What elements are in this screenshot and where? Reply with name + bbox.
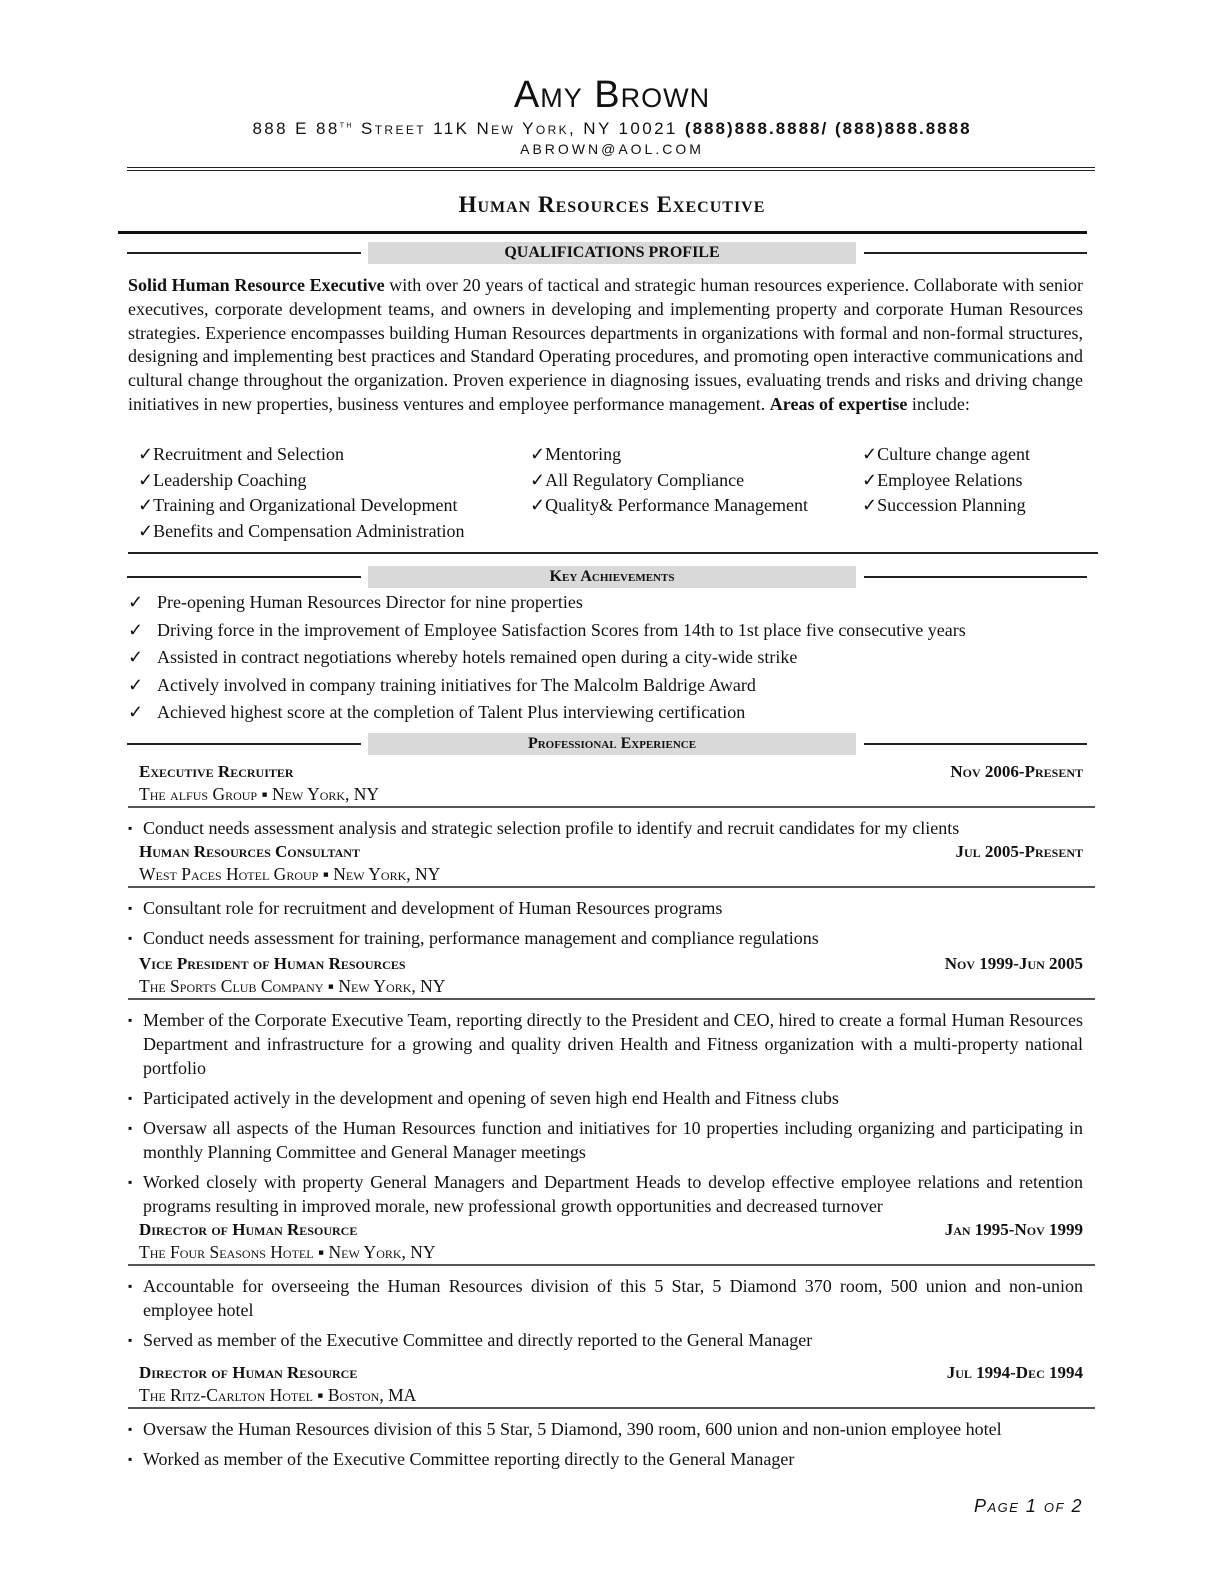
job-dates: Nov 2006-Present: [950, 762, 1083, 781]
job-header: [128, 762, 1095, 784]
qualifications-summary: [128, 274, 1083, 417]
achievement-item: [128, 702, 1088, 730]
divider: [128, 1407, 1095, 1409]
section-header-experience: [0, 733, 1224, 755]
address-street: 888 E 88: [252, 119, 340, 138]
job-title: Director of Human Resource: [139, 1363, 358, 1382]
expertise-item: [530, 495, 808, 516]
check-icon: ✓: [138, 469, 154, 490]
check-icon: ✓: [128, 592, 144, 612]
phone-numbers: (888)888.8888/ (888)888.8888: [684, 119, 972, 138]
expertise-label: Succession Planning: [877, 495, 1026, 515]
expertise-grid: [138, 444, 1098, 546]
check-icon: ✓: [138, 495, 154, 515]
job-title: Vice President of Human Resources: [139, 954, 406, 973]
achievement-item: [128, 620, 1088, 648]
bullet-text: Oversaw the Human Resources division of this 5 Star, 5 Diamond, 390 room, 600 union and non-union employee hotel: [143, 1418, 1002, 1439]
expertise-label: Benefits and Compensation Administration: [153, 520, 465, 541]
divider: [864, 743, 1087, 745]
achievement-text: Achieved highest score at the completion of Talent Plus interviewing certification: [157, 702, 746, 722]
expertise-item: [138, 470, 307, 491]
expertise-label: Employee Relations: [877, 469, 1023, 490]
divider: [127, 743, 361, 745]
bullet-icon: ▪: [128, 820, 133, 835]
double-divider: [127, 167, 1095, 171]
bullet-icon: ▪: [128, 1090, 133, 1105]
divider: [864, 576, 1087, 578]
divider: [864, 252, 1087, 254]
job-bullet: [128, 1086, 1095, 1110]
expertise-item: [862, 444, 1030, 465]
page-number: Page 1 of 2: [973, 1496, 1083, 1516]
divider: [128, 886, 1095, 888]
job-bullet: [128, 1274, 1095, 1322]
job-company: The Sports Club Company ▪ New York, NY: [139, 976, 446, 996]
achievement-item: [128, 647, 1088, 675]
check-icon: ✓: [862, 469, 878, 490]
bullet-icon: ▪: [128, 1451, 133, 1466]
bullet-text: Worked as member of the Executive Committee reporting directly to the General Manager: [143, 1448, 795, 1469]
check-icon: ✓: [138, 444, 154, 464]
address-city: Street 11K New York, NY 10021: [353, 119, 678, 138]
bullet-icon: ▪: [128, 1421, 133, 1436]
job-dates: Jul 2005-Present: [955, 842, 1083, 861]
candidate-name: Amy Brown: [513, 74, 711, 116]
bullet-text: Oversaw all aspects of the Human Resources function and initiatives for 10 properties including organizing and participating in monthly Planning Committee and General Manager meetings: [143, 1117, 1083, 1162]
job-entry: [128, 954, 1095, 1224]
job-header: [128, 954, 1095, 976]
check-icon: ✓: [128, 647, 144, 667]
expertise-row: [138, 444, 1098, 470]
contact-address: [0, 119, 1224, 139]
job-title: Executive Recruiter: [139, 762, 294, 781]
job-dates: Jan 1995-Nov 1999: [944, 1220, 1083, 1239]
job-bullet: [128, 1116, 1095, 1164]
bullet-text: Accountable for overseeing the Human Resources division of this 5 Star, 5 Diamond 370 room, 500 union and non-union employee hotel: [143, 1275, 1083, 1320]
expertise-label: Leadership Coaching: [153, 469, 307, 490]
bullet-text: Conduct needs assessment analysis and strategic selection profile to identify and recruit candidates for my clients: [143, 817, 960, 838]
bullet-text: Consultant role for recruitment and development of Human Resources programs: [143, 897, 723, 918]
expertise-item: [530, 444, 621, 465]
section-header-qualifications: [0, 242, 1224, 264]
job-bullets: [128, 1274, 1095, 1352]
check-icon: ✓: [138, 520, 154, 541]
job-header: [128, 1363, 1095, 1385]
areas-label: Areas of expertise: [769, 393, 908, 414]
check-icon: ✓: [862, 495, 878, 515]
job-title: Director of Human Resource: [139, 1220, 358, 1239]
check-icon: ✓: [128, 674, 144, 695]
bullet-icon: ▪: [128, 930, 133, 945]
achievement-text: Assisted in contract negotiations whereby hotels remained open during a city-wide strike: [157, 647, 798, 667]
thick-divider: [118, 231, 1087, 234]
expertise-item: [530, 470, 744, 491]
job-dates: Nov 1999-Jun 2005: [944, 954, 1083, 973]
section-header-achievements: [0, 566, 1224, 588]
check-icon: ✓: [530, 469, 546, 490]
job-header: [128, 842, 1095, 864]
expertise-row: [138, 521, 1098, 547]
job-company: The Four Seasons Hotel ▪ New York, NY: [139, 1242, 436, 1262]
achievement-text: Actively involved in company training initiatives for The Malcolm Baldrige Award: [157, 674, 756, 695]
job-bullet: [128, 1447, 1095, 1471]
achievement-text: Driving force in the improvement of Employee Satisfaction Scores from 14th to 1st place five consecutive years: [157, 619, 966, 640]
bullet-icon: ▪: [128, 1278, 133, 1293]
email: ABROWN@AOL.COM: [520, 141, 704, 157]
expertise-row: [138, 470, 1098, 496]
expertise-label: All Regulatory Compliance: [545, 469, 745, 490]
job-bullet: [128, 926, 1095, 950]
address-sup: th: [339, 119, 354, 131]
divider: [128, 998, 1095, 1000]
check-icon: ✓: [862, 444, 878, 464]
expertise-label: Quality& Performance Management: [545, 495, 809, 515]
check-icon: ✓: [128, 702, 144, 722]
bullet-text: Served as member of the Executive Committee and directly reported to the General Manager: [143, 1329, 813, 1350]
bullet-icon: ▪: [128, 1120, 133, 1135]
summary-lead: Solid Human Resource Executive: [128, 275, 385, 295]
bullet-text: Worked closely with property General Managers and Department Heads to develop effective employee relations and retention programs resulting in improved morale, new professional growth opportunities and decreased turnover: [143, 1171, 1083, 1216]
divider: [128, 806, 1095, 808]
job-header: [128, 1220, 1095, 1242]
expertise-label: Culture change agent: [877, 444, 1031, 464]
job-bullet: [128, 1417, 1095, 1441]
resume-title: Human Resources Executive: [458, 192, 766, 217]
job-entry: [128, 762, 1095, 846]
achievements-list: [128, 592, 1088, 730]
bullet-icon: ▪: [128, 1174, 133, 1189]
expertise-item: [138, 521, 465, 542]
bullet-icon: ▪: [128, 1012, 133, 1027]
bullet-text: Participated actively in the development and opening of seven high end Health and Fitness clubs: [143, 1087, 839, 1108]
bullet-text: Member of the Corporate Executive Team, reporting directly to the President and CEO, hired to create a formal Human Resources Department and infrastructure for a growing and quality driven Health and Fitness organization with a multi-property national portfolio: [143, 1009, 1083, 1078]
job-entry: [128, 842, 1095, 956]
job-company: West Paces Hotel Group ▪ New York, NY: [139, 864, 441, 884]
expertise-label: Mentoring: [545, 444, 622, 464]
job-company: The Ritz-Carlton Hotel ▪ Boston, MA: [139, 1385, 417, 1405]
job-bullets: [128, 1417, 1095, 1471]
job-bullets: [128, 816, 1095, 840]
bullet-icon: ▪: [128, 900, 133, 915]
divider: [128, 1264, 1095, 1266]
job-entry: [128, 1363, 1095, 1477]
job-dates: Jul 1994-Dec 1994: [946, 1363, 1083, 1382]
job-bullet: [128, 1170, 1095, 1218]
job-company: The alfus Group ▪ New York, NY: [139, 784, 380, 804]
section-title: QUALIFICATIONS PROFILE: [368, 242, 856, 264]
achievement-item: [128, 675, 1088, 703]
areas-tail: include:: [907, 393, 970, 414]
bullet-text: Conduct needs assessment for training, performance management and compliance regulations: [143, 927, 819, 948]
job-bullet: [128, 896, 1095, 920]
expertise-item: [862, 470, 1023, 491]
section-title: Key Achievements: [368, 566, 856, 588]
job-bullet: [128, 816, 1095, 840]
check-icon: ✓: [530, 444, 546, 464]
job-title: Human Resources Consultant: [139, 842, 360, 861]
summary-text: with over 20 years of tactical and strategic human resources experience. Collaborate with senior executives, corporate development teams, and owners in developing and implementing property and corporate Human Resources strategies. Experience encompasses building Human Resources departments in organizations with formal and non-formal structures, designing and implementing best practices and Standard Operating procedures, and promoting open interactive communications and cultural change throughout the organization. Proven experience in diagnosing issues, evaluating trends and risks and driving change initiatives in new properties, business ventures and employee performance management.: [128, 275, 1083, 414]
section-title: Professional Experience: [368, 733, 856, 755]
expertise-row: [138, 495, 1098, 521]
job-bullet: [128, 1328, 1095, 1352]
achievement-item: [128, 592, 1088, 620]
expertise-item: [138, 444, 344, 465]
job-bullets: [128, 1008, 1095, 1218]
expertise-label: Recruitment and Selection: [153, 444, 345, 464]
expertise-item: [138, 495, 458, 516]
job-entry: [128, 1220, 1095, 1358]
check-icon: ✓: [530, 495, 546, 515]
check-icon: ✓: [128, 619, 144, 640]
divider: [127, 252, 361, 254]
job-bullet: [128, 1008, 1095, 1080]
bullet-icon: ▪: [128, 1332, 133, 1347]
divider: [128, 552, 1098, 554]
achievement-text: Pre-opening Human Resources Director for nine properties: [157, 592, 583, 612]
expertise-item: [862, 495, 1026, 516]
divider: [127, 576, 361, 578]
expertise-label: Training and Organizational Development: [153, 495, 458, 515]
job-bullets: [128, 896, 1095, 950]
